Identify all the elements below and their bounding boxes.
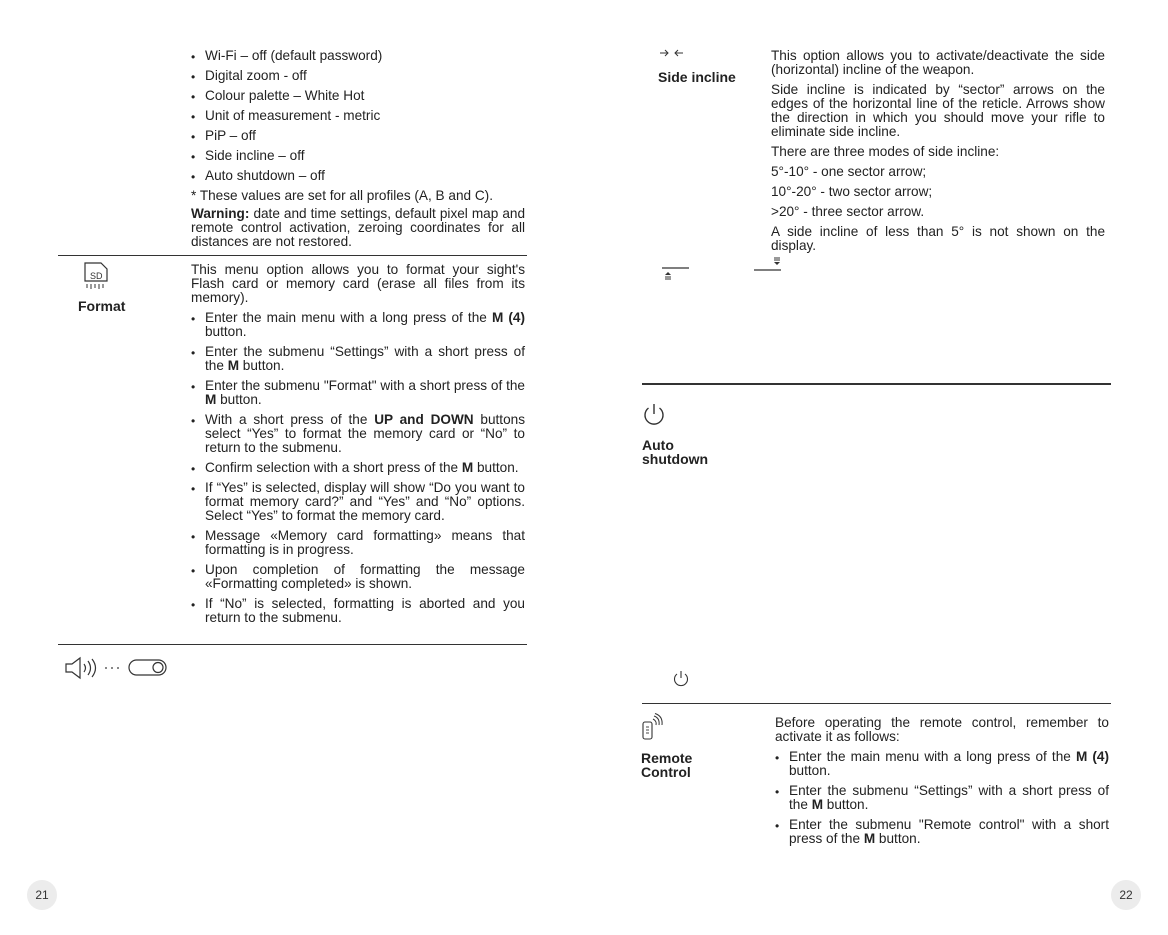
power-icon xyxy=(672,670,690,688)
list-item: • Confirm selection with a short press of the M button. xyxy=(191,460,519,476)
list-item: • With a short press of the UP and DOWN buttons select “Yes” to format the memory card or “No” to return to the submenu. xyxy=(191,412,525,455)
list-item: • Enter the main menu with a long press of the M (4) button. xyxy=(775,749,1109,778)
list-item: • Side incline – off xyxy=(191,148,305,164)
side-incline-p1: This option allows you to activate/deactivate the side (horizontal) incline of the weapon. xyxy=(771,48,1105,77)
list-item: • Enter the submenu "Remote control" with a short press of the M button. xyxy=(775,817,1109,846)
remote-control-label: Remote Control xyxy=(641,750,693,780)
list-item: • Auto shutdown – off xyxy=(191,168,325,184)
warning-label: Warning: xyxy=(191,206,250,221)
dots-icon xyxy=(104,666,124,670)
side-incline-p3: There are three modes of side incline: xyxy=(771,144,1000,159)
side-incline-content xyxy=(771,49,1105,259)
list-item: • PiP – off xyxy=(191,128,256,144)
side-incline-mode: 5°-10° - one sector arrow; xyxy=(771,164,927,179)
side-incline-p2: Side incline is indicated by “sector” arrows on the edges of the horizontal line of the reticle. Arrows show the direction in which you should move your rifle to eliminate side incline. xyxy=(771,82,1105,139)
list-item: • Digital zoom - off xyxy=(191,68,307,84)
side-incline-icon xyxy=(659,47,685,59)
list-item: • Upon completion of formatting the message «Formatting completed» is shown. xyxy=(191,562,525,591)
format-intro: This menu option allows you to format your sight's Flash card or memory card (erase all files from its memory). xyxy=(191,262,525,305)
divider xyxy=(642,383,1111,385)
list-item: • Enter the main menu with a long press of the M (4) button. xyxy=(191,310,525,339)
side-incline-mode: >20° - three sector arrow. xyxy=(771,204,925,219)
remote-control-content xyxy=(775,716,1109,852)
reticle-right-mark-icon xyxy=(754,256,782,272)
list-item: • Enter the submenu “Settings” with a short press of the M button. xyxy=(191,344,525,373)
side-incline-mode: 10°-20° - two sector arrow; xyxy=(771,184,933,199)
reticle-left-mark-icon xyxy=(662,266,690,282)
list-item: • Enter the submenu "Format" with a short press of the M button. xyxy=(191,378,525,407)
profiles-note: * These values are set for all profiles (A, B and C). xyxy=(191,188,493,203)
list-item: • If “Yes” is selected, display will show “Do you want to format memory card?” and “Yes” and “No” options. Select “Yes” to format the memory card. xyxy=(191,480,525,523)
page-number: 22 xyxy=(1111,880,1141,910)
power-icon xyxy=(641,402,667,428)
remote-control-icon xyxy=(641,713,665,741)
side-incline-p4: A side incline of less than 5° is not shown on the display. xyxy=(771,224,1105,253)
list-item: • Message «Memory card formatting» means that formatting is in progress. xyxy=(191,528,525,557)
divider xyxy=(58,644,527,645)
defaults-list xyxy=(191,49,525,249)
list-item: • Unit of measurement - metric xyxy=(191,108,381,124)
list-item: • Wi-Fi – off (default password) xyxy=(191,48,383,64)
remote-control-intro: Before operating the remote control, remember to activate it as follows: xyxy=(775,715,1109,744)
format-label: Format xyxy=(78,298,126,314)
speaker-icon xyxy=(64,656,102,680)
format-content xyxy=(191,263,525,631)
page-number: 21 xyxy=(27,880,57,910)
svg-text:SD: SD xyxy=(90,271,103,281)
side-incline-label: Side incline xyxy=(658,69,736,85)
auto-shutdown-label: Auto shutdown xyxy=(642,437,709,467)
toggle-icon xyxy=(128,659,168,677)
sd-card-icon xyxy=(81,260,111,290)
list-item: • Enter the submenu “Settings” with a short press of the M button. xyxy=(775,783,1109,812)
divider xyxy=(58,255,527,256)
list-item: • Colour palette – White Hot xyxy=(191,88,365,104)
warning-text: Warning: date and time settings, default pixel map and remote control activation, zeroing coordinates for all distances are not restored. xyxy=(191,206,526,249)
list-item: • If “No” is selected, formatting is aborted and you return to the submenu. xyxy=(191,596,525,625)
divider xyxy=(642,703,1111,704)
